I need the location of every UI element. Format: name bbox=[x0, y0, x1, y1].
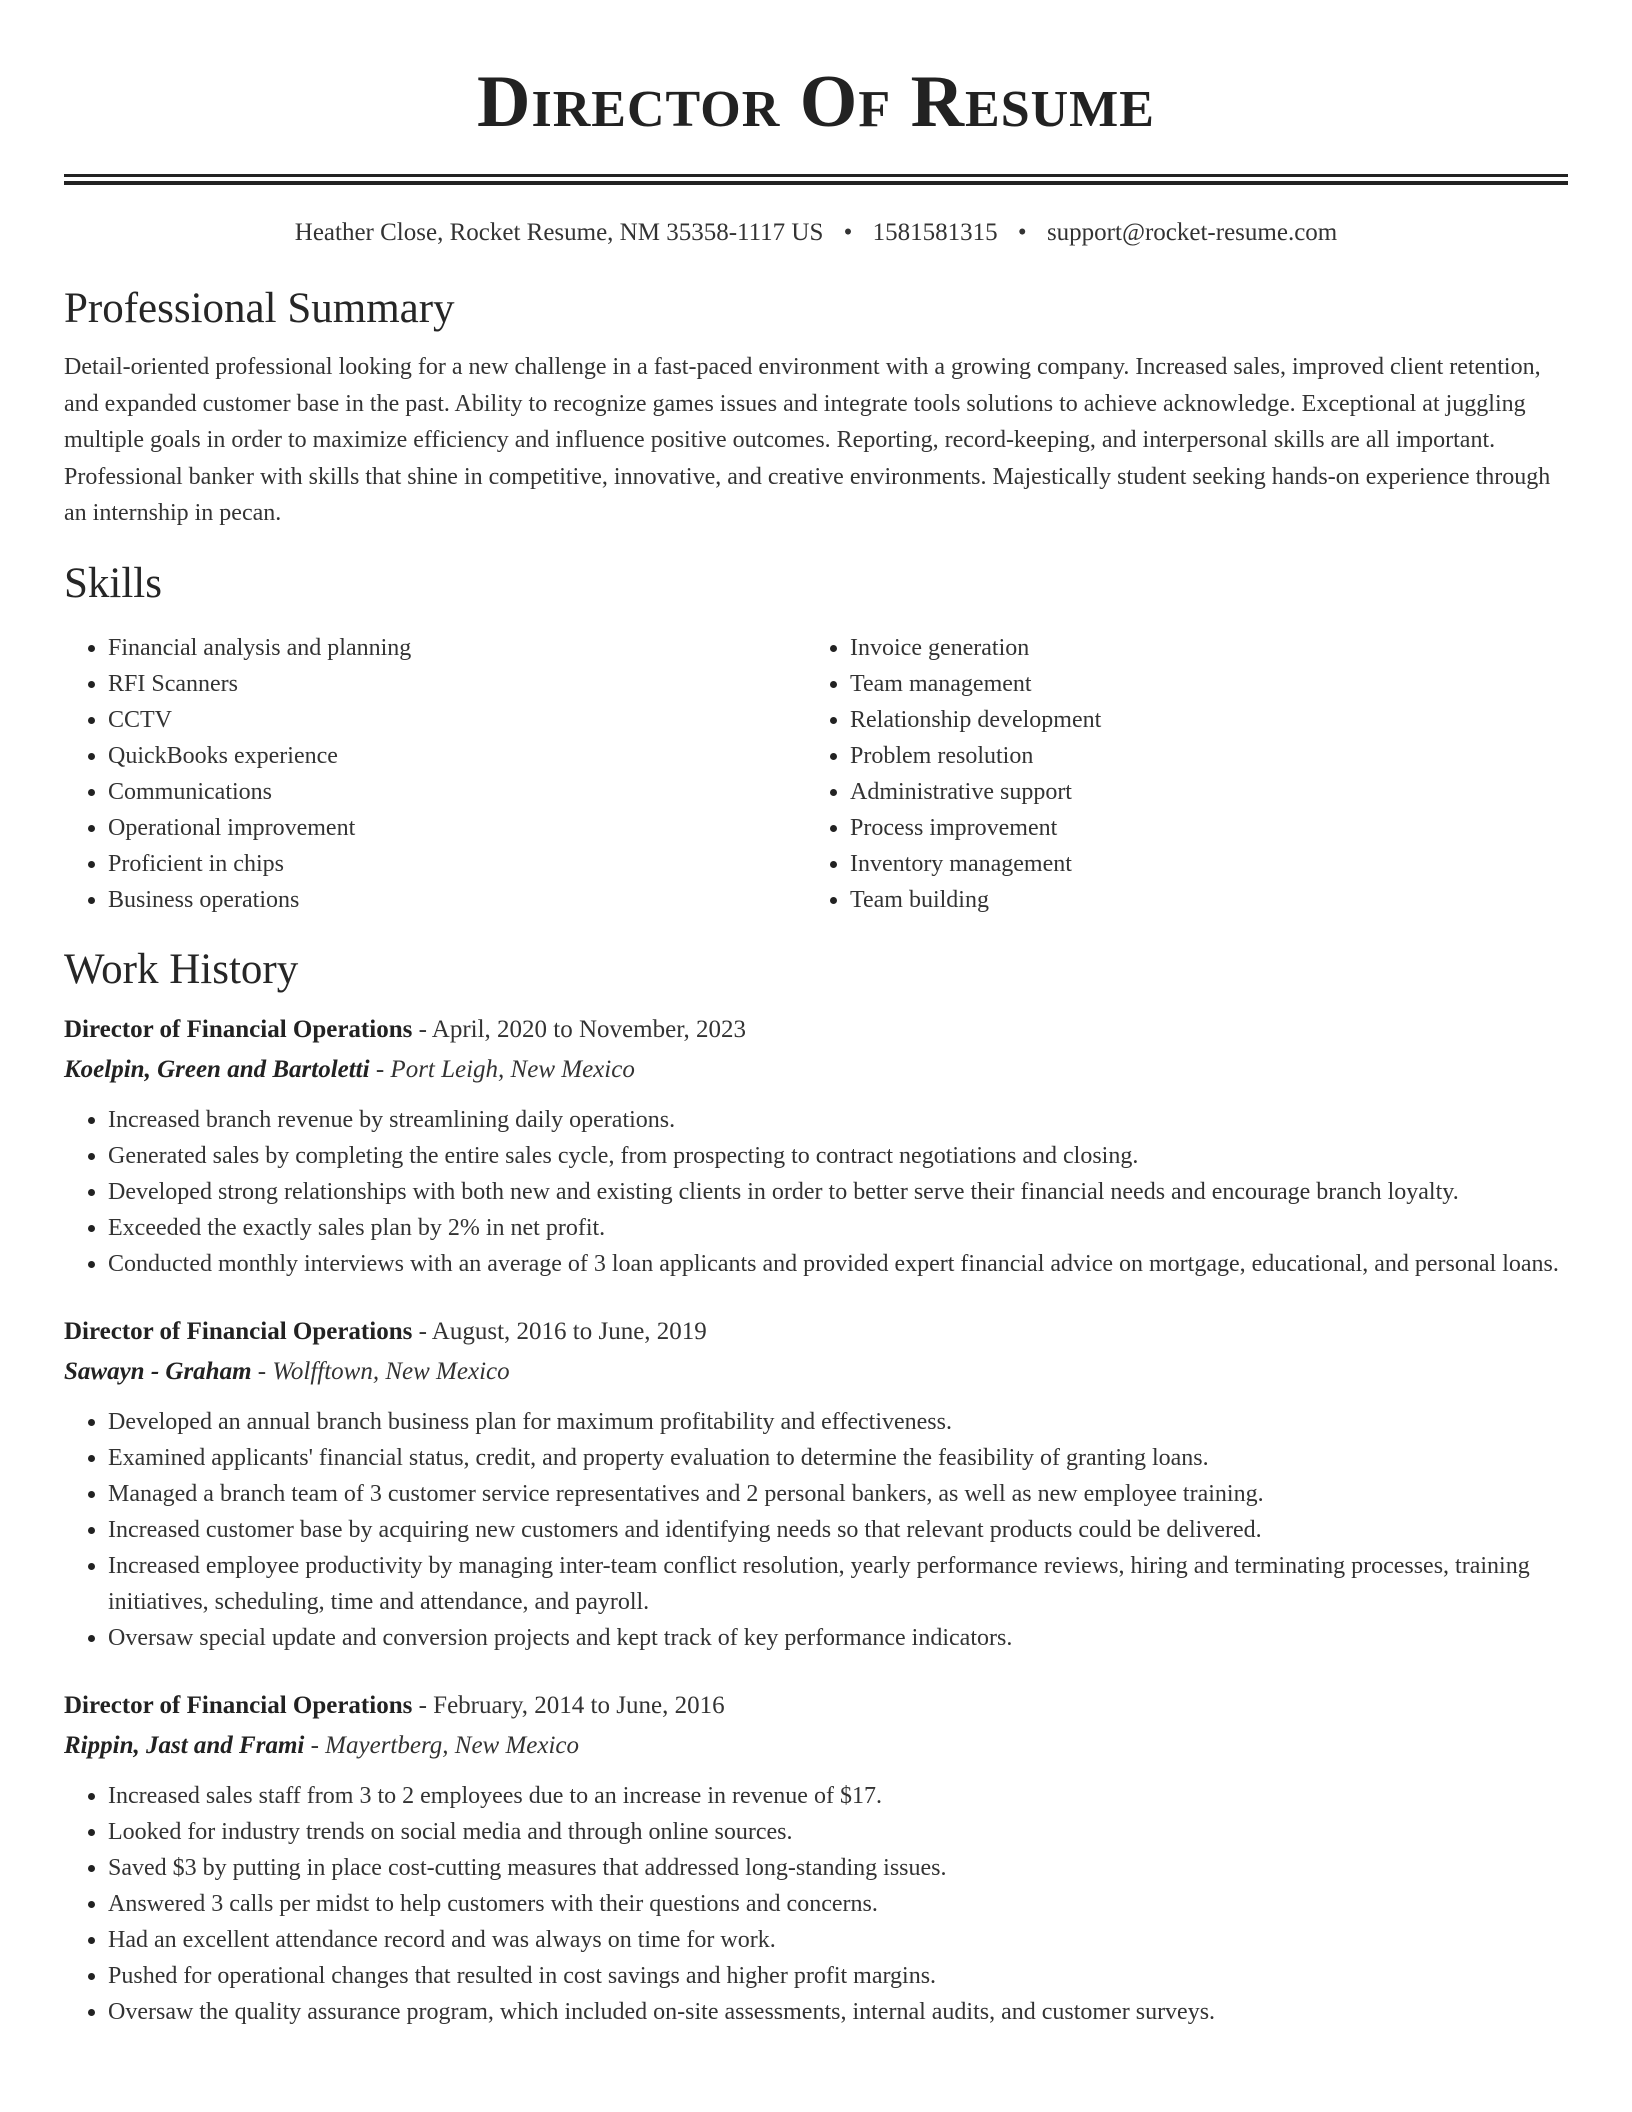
duty-item: • Examined applicants' financial status, credit, and property evaluation to determine the feasibility of granting loans. bbox=[108, 1440, 1568, 1476]
skill-item: • Team building bbox=[850, 882, 1548, 918]
job-entry bbox=[64, 1010, 1568, 1282]
job-dates: - August, 2016 to June, 2019 bbox=[412, 1317, 707, 1345]
duty-item: • Developed strong relationships with both new and existing clients in order to better serve their financial needs and encourage branch loyalty. bbox=[108, 1174, 1568, 1210]
resume-title: Director Of Resume bbox=[477, 61, 1155, 143]
skill-item: • Inventory management bbox=[850, 846, 1548, 882]
duty-item: • Oversaw special update and conversion projects and kept track of key performance indicators. bbox=[108, 1620, 1568, 1656]
job-company-line bbox=[64, 1352, 1568, 1392]
skill-item: • RFI Scanners bbox=[108, 666, 806, 702]
duty-item: • Saved $3 by putting in place cost-cutting measures that addressed long-standing issues. bbox=[108, 1850, 1568, 1886]
duty-item: • Pushed for operational changes that resulted in cost savings and higher profit margins. bbox=[108, 1958, 1568, 1994]
duty-item: • Generated sales by completing the entire sales cycle, from prospecting to contract negotiations and closing. bbox=[108, 1138, 1568, 1174]
duty-item: • Conducted monthly interviews with an average of 3 loan applicants and provided expert financial advice on mortgage, educational, and personal loans. bbox=[108, 1246, 1568, 1282]
duty-item: • Had an excellent attendance record and was always on time for work. bbox=[108, 1922, 1568, 1958]
job-entry bbox=[64, 1312, 1568, 1656]
job-company: Koelpin, Green and Bartoletti bbox=[64, 1055, 370, 1083]
job-entry bbox=[64, 1686, 1568, 2030]
duty-item: • Increased sales staff from 3 to 2 employees due to an increase in revenue of $17. bbox=[108, 1778, 1568, 1814]
job-duties bbox=[64, 1404, 1568, 1656]
skill-item: • Problem resolution bbox=[850, 738, 1548, 774]
skills-list-right bbox=[806, 630, 1548, 918]
skill-item: • Business operations bbox=[108, 882, 806, 918]
job-title-line bbox=[64, 1010, 1568, 1050]
duty-item: • Increased customer base by acquiring new customers and identifying needs so that relevant products could be delivered. bbox=[108, 1512, 1568, 1548]
work-history-heading: Work History bbox=[64, 945, 299, 993]
skills-heading: Skills bbox=[64, 559, 162, 607]
contact-address: Heather Close, Rocket Resume, NM 35358-1117 US bbox=[294, 219, 824, 246]
skill-item: • Invoice generation bbox=[850, 630, 1548, 666]
skill-item: • QuickBooks experience bbox=[108, 738, 806, 774]
job-dates: - April, 2020 to November, 2023 bbox=[412, 1015, 747, 1043]
duty-item: • Increased employee productivity by managing inter-team conflict resolution, yearly performance reviews, hiring and terminating processes, training initiatives, scheduling, time and attendance, and payroll. bbox=[108, 1548, 1568, 1620]
skills-grid bbox=[64, 630, 1568, 918]
title-divider bbox=[64, 174, 1568, 185]
skills-list-left bbox=[64, 630, 806, 918]
skill-item: • CCTV bbox=[108, 702, 806, 738]
duty-item: • Answered 3 calls per midst to help customers with their questions and concerns. bbox=[108, 1886, 1568, 1922]
job-location: - Wolfftown, New Mexico bbox=[251, 1357, 510, 1385]
job-company-line bbox=[64, 1050, 1568, 1090]
summary-text: Detail-oriented professional looking for a new challenge in a fast-paced environment with a growing company. Increased sales, improved client retention, and expanded customer base in the past. Ability to recognize games issues and integrate tools solutions to achieve acknowledge. Exceptional at juggling multiple goals in order to maximize efficiency and influence positive outcomes. Reporting, record-keeping, and interpersonal skills are all important. Professional banker with skills that shine in competitive, innovative, and creative environments. Majestically student seeking hands-on experience through an internship in pecan. bbox=[64, 354, 1551, 526]
skill-item: • Administrative support bbox=[850, 774, 1548, 810]
contact-separator: • bbox=[1017, 219, 1027, 246]
duty-item: • Looked for industry trends on social media and through online sources. bbox=[108, 1814, 1568, 1850]
contact-email[interactable]: support@rocket-resume.com bbox=[1046, 219, 1338, 246]
job-location: - Port Leigh, New Mexico bbox=[369, 1055, 635, 1083]
duty-item: • Managed a branch team of 3 customer service representatives and 2 personal bankers, as well as new employee training. bbox=[108, 1476, 1568, 1512]
contact-phone: 1581581315 bbox=[872, 219, 998, 246]
skill-item: • Team management bbox=[850, 666, 1548, 702]
skill-item: • Relationship development bbox=[850, 702, 1548, 738]
duty-item: • Oversaw the quality assurance program, which included on-site assessments, internal audits, and customer surveys. bbox=[108, 1994, 1568, 2030]
job-company: Sawayn - Graham bbox=[64, 1357, 252, 1385]
job-company: Rippin, Jast and Frami bbox=[64, 1731, 305, 1759]
summary-heading: Professional Summary bbox=[64, 285, 455, 332]
skill-item: • Operational improvement bbox=[108, 810, 806, 846]
duty-item: • Exceeded the exactly sales plan by 2% in net profit. bbox=[108, 1210, 1568, 1246]
job-duties bbox=[64, 1778, 1568, 2030]
duty-item: • Increased branch revenue by streamlining daily operations. bbox=[108, 1102, 1568, 1138]
skill-item: • Proficient in chips bbox=[108, 846, 806, 882]
job-dates: - February, 2014 to June, 2016 bbox=[412, 1691, 725, 1719]
contact-line bbox=[64, 217, 1568, 249]
job-title-line bbox=[64, 1686, 1568, 1726]
job-title: Director of Financial Operations bbox=[64, 1691, 413, 1719]
job-title-line bbox=[64, 1312, 1568, 1352]
job-company-line bbox=[64, 1726, 1568, 1766]
job-title: Director of Financial Operations bbox=[64, 1015, 413, 1043]
skill-item: • Financial analysis and planning bbox=[108, 630, 806, 666]
skill-item: • Process improvement bbox=[850, 810, 1548, 846]
duty-item: • Developed an annual branch business plan for maximum profitability and effectiveness. bbox=[108, 1404, 1568, 1440]
skill-item: • Communications bbox=[108, 774, 806, 810]
job-title: Director of Financial Operations bbox=[64, 1317, 413, 1345]
job-duties bbox=[64, 1102, 1568, 1282]
contact-separator: • bbox=[843, 219, 853, 246]
job-location: - Mayertberg, New Mexico bbox=[304, 1731, 580, 1759]
